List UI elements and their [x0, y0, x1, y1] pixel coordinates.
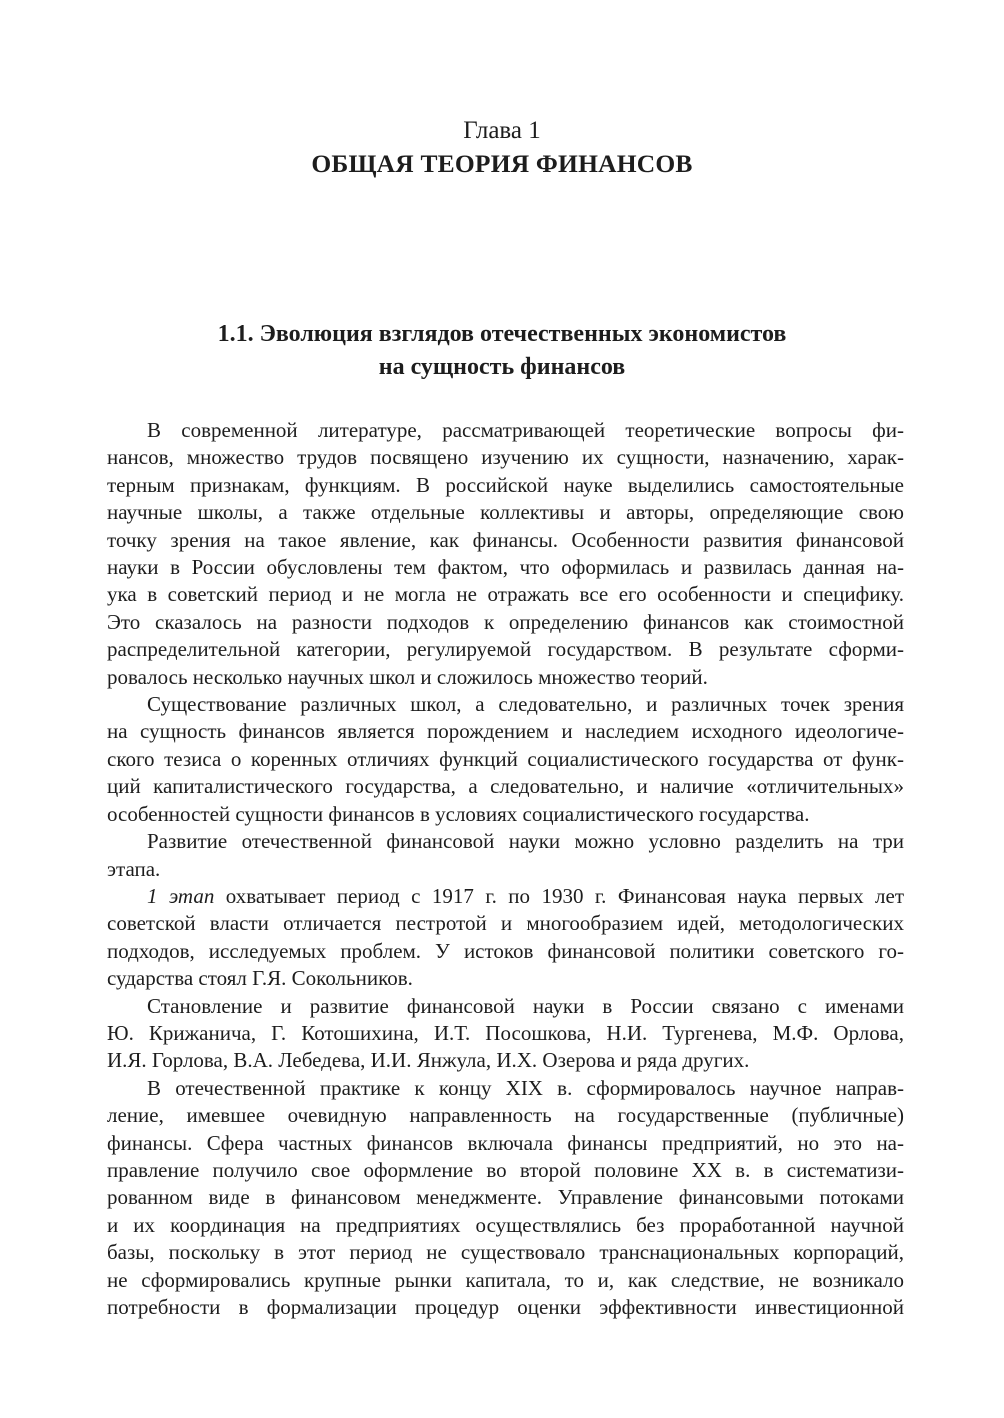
paragraph-line: распределительной категории, регулируемой государством. В результате сформи- [107, 637, 904, 662]
paragraph-line: научные школы, а также отдельные коллективы и авторы, определяющие свою [107, 500, 904, 525]
paragraph-line: базы, поскольку в этот период не существовало транснациональных корпораций, [107, 1240, 904, 1265]
paragraph-line: нансов, множество трудов посвящено изучению их сущности, назначению, харак- [107, 445, 904, 470]
paragraph-line: ука в советский период и не могла не отражать все его особенности и специфику. [107, 582, 904, 607]
paragraph-line [107, 883, 904, 910]
paragraph-line: В отечественной практике к концу XIX в. сформировалось научное направ- [147, 1075, 904, 1100]
section-heading-line-2: на сущность финансов [378, 354, 626, 380]
paragraph-line: Ю. Крижанича, Г. Котошихина, И.Т. Посошкова, Н.И. Тургенева, М.Ф. Орлова, [107, 1020, 904, 1045]
section-heading [0, 318, 1004, 384]
paragraph-6 [107, 1075, 904, 1322]
chapter-title: ОБЩАЯ ТЕОРИЯ ФИНАНСОВ [311, 149, 693, 178]
paragraph-line: И.Я. Горлова, В.А. Лебедева, И.И. Янжула, И.Х. Озерова и ряда других. [107, 1048, 750, 1073]
paragraph-line: рованном виде в финансовом менеджменте. Управление финансовыми потоками [107, 1185, 904, 1210]
paragraph-line: этапа. [107, 856, 161, 881]
paragraph-line: подходов, исследуемых проблем. У истоков финансовой политики советского го- [107, 938, 904, 963]
paragraph-line: ровалось несколько научных школ и сложилось множество теорий. [107, 664, 708, 689]
chapter-label: Глава 1 [463, 117, 541, 144]
paragraph-line: ского тезиса о коренных отличиях функций социалистического государства от функ- [107, 746, 904, 771]
paragraph-line: правление получило свое оформление во второй половине XX в. в систематизи- [107, 1157, 904, 1182]
paragraph-line: и их координация на предприятиях осуществлялись без проработанной научной [107, 1212, 904, 1237]
paragraph-line: ций капиталистического государства, а следовательно, и наличие «отличительных» [107, 774, 904, 799]
paragraph-4 [107, 883, 904, 993]
paragraph-line: потребности в формализации процедур оценки эффективности инвестиционной [107, 1295, 904, 1319]
paragraph-line: особенностей сущности финансов в условиях социалистического государства. [107, 801, 810, 826]
paragraph-line-text: охватывает период с 1917 г. по 1930 г. Финансовая наука первых лет [214, 883, 904, 908]
paragraph-3 [107, 828, 904, 883]
paragraph-line: науки в России обусловлены тем фактом, что оформилась и развилась данная на- [107, 555, 904, 580]
section-heading-line-1: 1.1. Эволюция взглядов отечественных экономистов [217, 321, 787, 347]
paragraph-line: не сформировались крупные рынки капитала, то и, как следствие, не возникало [107, 1267, 904, 1292]
paragraph-line: точку зрения на такое явление, как финансы. Особенности развития финансовой [107, 527, 904, 552]
paragraph-line: на сущность финансов является порождением и наследием исходного идеологиче- [107, 719, 904, 744]
paragraph-line: сударства стоял Г.Я. Сокольников. [107, 966, 413, 991]
paragraph-line: В современной литературе, рассматривающей теоретические вопросы фи- [147, 418, 904, 442]
paragraph-line: Существование различных школ, а следовательно, и различных точек зрения [147, 692, 904, 717]
paragraph-2 [107, 691, 904, 828]
paragraph-line: Становление и развитие финансовой науки в России связано с именами [147, 993, 904, 1018]
paragraph-line: Развитие отечественной финансовой науки можно условно разделить на три [147, 829, 904, 854]
paragraph-line: советской власти отличается пестротой и многообразием идей, методологических [107, 911, 904, 936]
paragraph-line: Это сказалось на разности подходов к определению финансов как стоимостной [107, 609, 904, 634]
paragraph-line: терным признакам, функциям. В российской науке выделились самостоятельные [107, 472, 904, 497]
paragraph-5 [107, 993, 904, 1075]
paragraph-line: финансы. Сфера частных финансов включала финансы предприятий, но это на- [107, 1130, 904, 1155]
paragraph-1 [107, 417, 904, 691]
paragraph-line: ление, имевшее очевидную направленность на государственные (публичные) [107, 1103, 904, 1128]
stage-emphasis: 1 этап [147, 883, 215, 908]
body-text [107, 417, 904, 1321]
